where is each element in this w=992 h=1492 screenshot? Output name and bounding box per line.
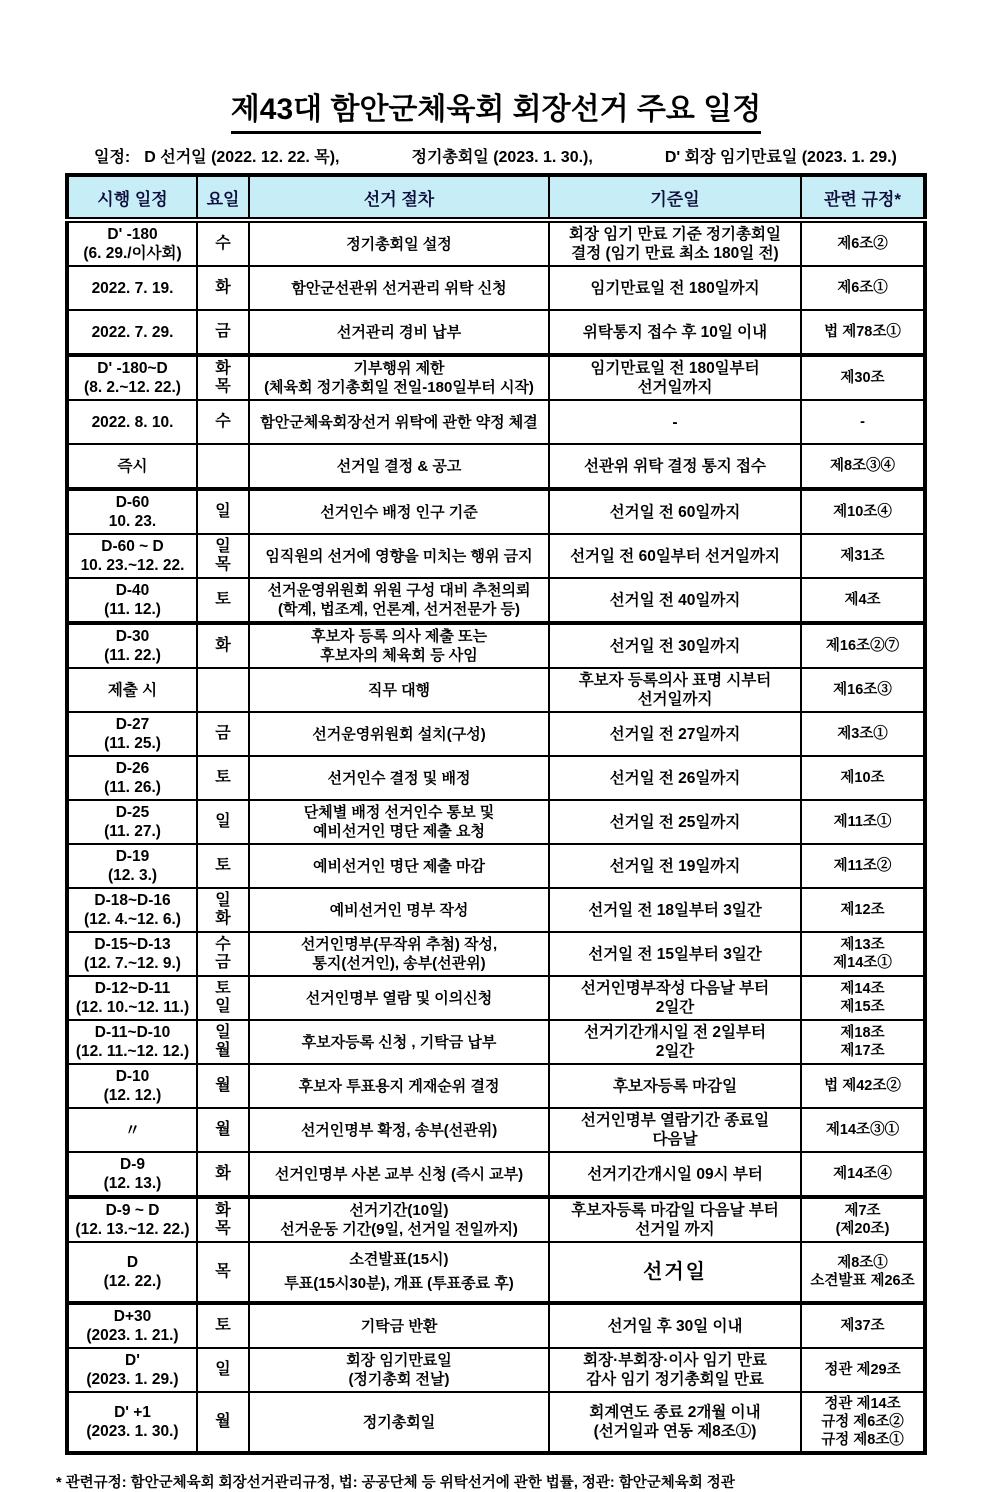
cell-procedure: 정기총회일 [249,1392,549,1453]
table-row [67,932,925,976]
table-row [67,1392,925,1453]
cell-procedure: 기탁금 반환 [249,1303,549,1348]
cell-day: 일 [197,489,249,534]
cell-baseline: 선거일 전 30일까지 [549,623,801,668]
cell-regulation: 제7조 (제20조) [801,1197,925,1242]
cell-regulation: 제11조② [801,844,925,888]
cell-procedure: 후보자등록 신청 , 기탁금 납부 [249,1020,549,1064]
cell-baseline: 선거기간개시일 09시 부터 [549,1152,801,1197]
cell-regulation: 제10조④ [801,489,925,534]
cell-baseline: 선거인명부 열람기간 종료일 다음날 [549,1108,801,1152]
table-row [67,1197,925,1242]
page-title-text: 제43대 함안군체육회 회장선거 주요 일정 [231,84,761,134]
cell-baseline: 선거인명부작성 다음날 부터 2일간 [549,976,801,1020]
cell-procedure: 소견발표(15시) 투표(15시30분), 개표 (투표종료 후) [249,1242,549,1303]
cell-procedure: 예비선거인 명부 작성 [249,888,549,932]
cell-procedure: 함안군체육회장선거 위탁에 관한 약정 체결 [249,400,549,444]
table-row [67,712,925,756]
cell-procedure: 후보자 등록 의사 제출 또는 후보자의 체육회 등 사임 [249,623,549,668]
table-row [67,220,925,266]
cell-day: 일 [197,800,249,844]
cell-day: 목 [197,1242,249,1303]
table-row [67,756,925,800]
cell-regulation: 제8조① 소견발표 제26조 [801,1242,925,1303]
cell-schedule: D-26 (11. 26.) [67,756,197,800]
cell-day: 토 [197,844,249,888]
legend-term-expiry-day: D' 회장 임기만료일 (2023. 1. 29.) [664,149,897,166]
table-body [67,220,925,1453]
cell-regulation: 법 제78조① [801,310,925,355]
cell-baseline: 선거일 전 25일까지 [549,800,801,844]
cell-regulation: 제6조① [801,266,925,310]
cell-day: 토 일 [197,976,249,1020]
table-row [67,444,925,489]
cell-baseline: 회계연도 종료 2개월 이내 (선거일과 연동 제8조①) [549,1392,801,1453]
cell-schedule: D-30 (11. 22.) [67,623,197,668]
cell-baseline: 선거일 전 15일부터 3일간 [549,932,801,976]
table-row [67,1152,925,1197]
cell-schedule: 제출 시 [67,668,197,712]
cell-day: 화 [197,266,249,310]
cell-day: 일 월 [197,1020,249,1064]
table-header [67,175,925,220]
cell-baseline: 후보자등록 마감일 [549,1064,801,1108]
cell-baseline: 선거일 전 27일까지 [549,712,801,756]
header-procedure: 선거 절차 [249,175,549,220]
cell-procedure: 선거기간(10일) 선거운동 기간(9일, 선거일 전일까지) [249,1197,549,1242]
table-row [67,489,925,534]
cell-day: 화 [197,623,249,668]
cell-baseline: 회장 임기 만료 기준 정기총회일 결정 (임기 만료 최소 180일 전) [549,220,801,266]
legend-label: 일정: [94,149,131,166]
cell-procedure: 선거인명부 열람 및 이의신청 [249,976,549,1020]
cell-schedule: D' +1 (2023. 1. 30.) [67,1392,197,1453]
legend-election-day: D 선거일 (2022. 12. 22. 목), [144,149,340,166]
table-row [67,355,925,400]
table-row [67,400,925,444]
cell-day: 화 [197,1152,249,1197]
cell-regulation: 제16조③ [801,668,925,712]
cell-regulation: 제18조 제17조 [801,1020,925,1064]
cell-regulation: - [801,400,925,444]
cell-baseline: - [549,400,801,444]
cell-schedule: D (12. 22.) [67,1242,197,1303]
cell-schedule: 2022. 8. 10. [67,400,197,444]
cell-day: 일 [197,1348,249,1392]
cell-regulation: 제14조③① [801,1108,925,1152]
cell-day: 월 [197,1108,249,1152]
table-row [67,623,925,668]
cell-schedule: D-18~D-16 (12. 4.~12. 6.) [67,888,197,932]
cell-regulation: 제3조① [801,712,925,756]
cell-schedule: D-9 ~ D (12. 13.~12. 22.) [67,1197,197,1242]
cell-day [197,444,249,489]
table-row [67,1303,925,1348]
footnote: * 관련규정: 함안군체육회 회장선거관리규정, 법: 공공단체 등 위탁선거에 관한 법률, 정관: 함안군체육회 정관 [56,1475,735,1491]
cell-schedule: 〃 [67,1108,197,1152]
cell-day: 토 [197,1303,249,1348]
cell-day: 수 [197,220,249,266]
cell-schedule: 즉시 [67,444,197,489]
cell-baseline: 선거일 전 60일까지 [549,489,801,534]
table-row [67,1064,925,1108]
cell-regulation: 제12조 [801,888,925,932]
cell-schedule: D-10 (12. 12.) [67,1064,197,1108]
cell-day: 화 목 [197,355,249,400]
cell-procedure: 임직원의 선거에 영향을 미치는 행위 금지 [249,534,549,578]
cell-procedure: 선거운영위원회 위원 구성 대비 추천의뢰 (학계, 법조계, 언론계, 선거전문가 등) [249,578,549,623]
cell-baseline: 위탁통지 접수 후 10일 이내 [549,310,801,355]
cell-baseline: 선거일 [549,1242,801,1303]
table-row [67,534,925,578]
cell-procedure: 선거인명부 사본 교부 신청 (즉시 교부) [249,1152,549,1197]
cell-regulation: 정관 제14조 규정 제6조② 규정 제8조① [801,1392,925,1453]
page-title [0,84,992,134]
cell-procedure: 정기총회일 설정 [249,220,549,266]
header-schedule: 시행 일정 [67,175,197,220]
cell-procedure: 선거인명부 확정, 송부(선관위) [249,1108,549,1152]
cell-procedure: 선거일 결정 & 공고 [249,444,549,489]
cell-regulation: 제14조 제15조 [801,976,925,1020]
cell-baseline: 회장·부회장·이사 임기 만료 감사 임기 정기총회일 만료 [549,1348,801,1392]
cell-day [197,668,249,712]
cell-procedure: 예비선거인 명단 제출 마감 [249,844,549,888]
table-row [67,1242,925,1303]
cell-baseline: 선거기간개시일 전 2일부터 2일간 [549,1020,801,1064]
cell-day: 금 [197,712,249,756]
cell-procedure: 선거인명부(무작위 추첨) 작성, 통지(선거인), 송부(선관위) [249,932,549,976]
cell-day: 토 [197,756,249,800]
cell-regulation: 제14조④ [801,1152,925,1197]
cell-day: 월 [197,1392,249,1453]
cell-regulation: 제37조 [801,1303,925,1348]
cell-day: 토 [197,578,249,623]
cell-regulation: 법 제42조② [801,1064,925,1108]
cell-baseline: 후보자 등록의사 표명 시부터 선거일까지 [549,668,801,712]
cell-schedule: D-40 (11. 12.) [67,578,197,623]
cell-baseline: 선거일 전 26일까지 [549,756,801,800]
table-row [67,578,925,623]
cell-schedule: 2022. 7. 29. [67,310,197,355]
schedule-legend [66,144,926,167]
cell-day: 금 [197,310,249,355]
table-row [67,1020,925,1064]
cell-schedule: D-11~D-10 (12. 11.~12. 12.) [67,1020,197,1064]
table-row [67,668,925,712]
cell-baseline: 임기만료일 전 180일부터 선거일까지 [549,355,801,400]
cell-regulation: 제13조 제14조① [801,932,925,976]
cell-regulation: 제30조 [801,355,925,400]
cell-baseline: 선거일 후 30일 이내 [549,1303,801,1348]
cell-baseline: 선거일 전 18일부터 3일간 [549,888,801,932]
cell-regulation: 제4조 [801,578,925,623]
cell-schedule: D' -180~D (8. 2.~12. 22.) [67,355,197,400]
cell-procedure: 선거관리 경비 납부 [249,310,549,355]
cell-baseline: 임기만료일 전 180일까지 [549,266,801,310]
cell-regulation: 제31조 [801,534,925,578]
cell-baseline: 후보자등록 마감일 다음날 부터 선거일 까지 [549,1197,801,1242]
cell-baseline: 선관위 위탁 결정 통지 접수 [549,444,801,489]
cell-schedule: D-19 (12. 3.) [67,844,197,888]
table-row [67,1108,925,1152]
cell-procedure: 선거인수 배정 인구 기준 [249,489,549,534]
cell-day: 일 목 [197,534,249,578]
header-baseline: 기준일 [549,175,801,220]
cell-day: 월 [197,1064,249,1108]
table-row [67,888,925,932]
cell-procedure: 단체별 배정 선거인수 통보 및 예비선거인 명단 제출 요청 [249,800,549,844]
table-row [67,1348,925,1392]
table-row [67,844,925,888]
cell-schedule: D-60 10. 23. [67,489,197,534]
cell-day: 일 화 [197,888,249,932]
table-row [67,800,925,844]
cell-schedule: D' (2023. 1. 29.) [67,1348,197,1392]
cell-baseline: 선거일 전 40일까지 [549,578,801,623]
cell-procedure: 선거운영위원회 설치(구성) [249,712,549,756]
cell-day: 수 금 [197,932,249,976]
table-row [67,976,925,1020]
cell-procedure: 함안군선관위 선거관리 위탁 신청 [249,266,549,310]
table-row [67,310,925,355]
cell-schedule: D-27 (11. 25.) [67,712,197,756]
cell-regulation: 제8조③④ [801,444,925,489]
cell-procedure: 후보자 투표용지 게재순위 결정 [249,1064,549,1108]
cell-regulation: 제11조① [801,800,925,844]
header-day: 요일 [197,175,249,220]
cell-schedule: D+30 (2023. 1. 21.) [67,1303,197,1348]
cell-procedure: 회장 임기만료일 (정기총회 전날) [249,1348,549,1392]
cell-regulation: 제6조② [801,220,925,266]
legend-general-meeting-day: 정기총회일 (2023. 1. 30.), [411,149,593,166]
cell-schedule: D' -180 (6. 29./이사회) [67,220,197,266]
cell-schedule: D-12~D-11 (12. 10.~12. 11.) [67,976,197,1020]
cell-schedule: D-15~D-13 (12. 7.~12. 9.) [67,932,197,976]
cell-baseline: 선거일 전 60일부터 선거일까지 [549,534,801,578]
cell-baseline: 선거일 전 19일까지 [549,844,801,888]
cell-day: 화 목 [197,1197,249,1242]
header-regulation: 관련 규정* [801,175,925,220]
cell-regulation: 제16조②⑦ [801,623,925,668]
cell-day: 수 [197,400,249,444]
cell-schedule: D-60 ~ D 10. 23.~12. 22. [67,534,197,578]
cell-schedule: 2022. 7. 19. [67,266,197,310]
cell-schedule: D-25 (11. 27.) [67,800,197,844]
cell-procedure: 직무 대행 [249,668,549,712]
cell-procedure: 선거인수 결정 및 배정 [249,756,549,800]
election-schedule-table [65,173,927,1455]
header-row [67,175,925,220]
cell-regulation: 정관 제29조 [801,1348,925,1392]
cell-regulation: 제10조 [801,756,925,800]
cell-schedule: D-9 (12. 13.) [67,1152,197,1197]
table-row [67,266,925,310]
cell-procedure: 기부행위 제한 (체육회 정기총회일 전일-180일부터 시작) [249,355,549,400]
